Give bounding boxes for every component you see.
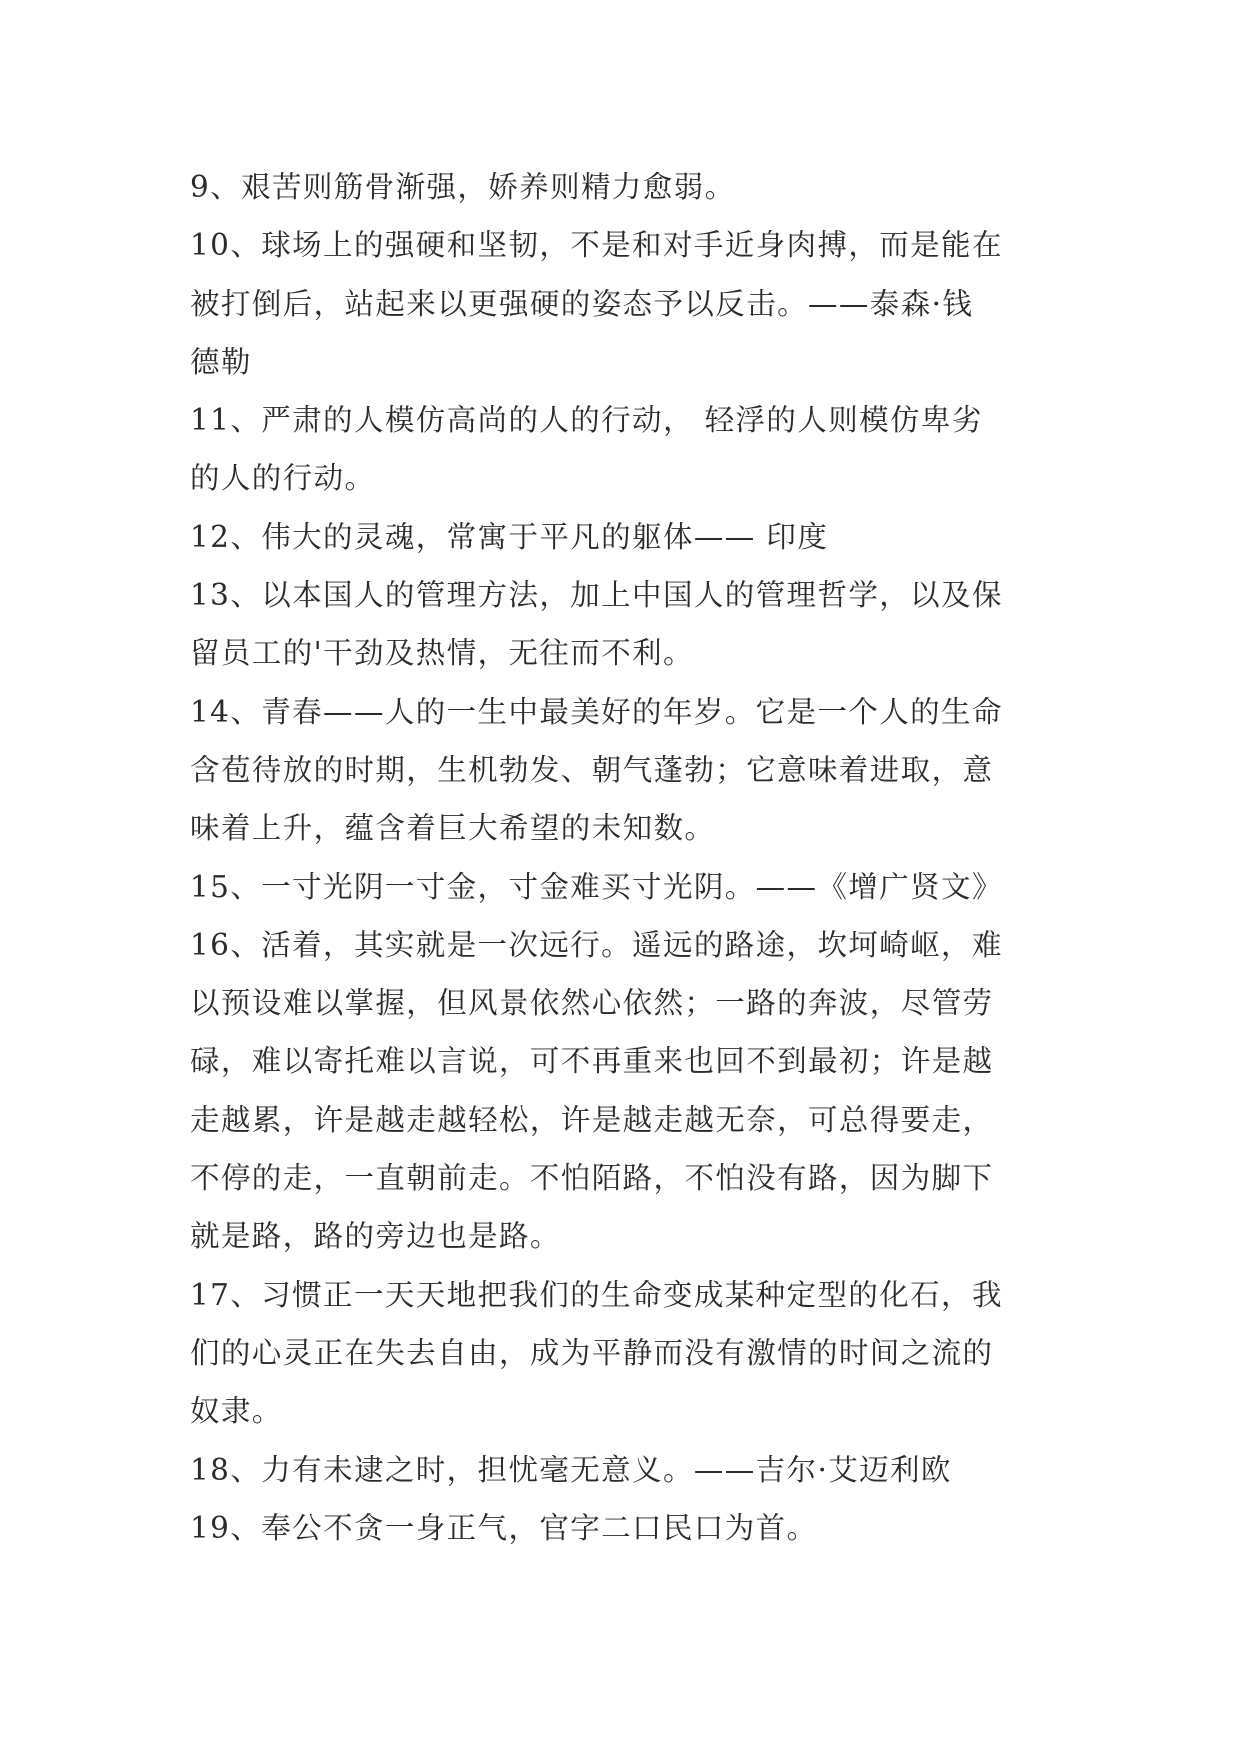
- text-line: 19、奉公不贪一身正气，官字二口民口为首。: [190, 1510, 818, 1545]
- quote-item: [190, 858, 1070, 916]
- text-line: 留员工的'干劲及热情，无往而不利。: [190, 636, 694, 671]
- text-line: 们的心灵正在失去自由，成为平静而没有激情的时间之流的: [190, 1335, 994, 1370]
- text-line: 走越累，许是越走越轻松，许是越走越无奈，可总得要走，: [190, 1102, 994, 1137]
- quote-item: [190, 1441, 1070, 1499]
- text-line: 就是路，路的旁边也是路。: [190, 1219, 561, 1254]
- quote-item: [190, 216, 1070, 391]
- text-line: 14、青春——人的一生中最美好的年岁。它是一个人的生命: [190, 694, 1003, 729]
- text-line: 9、艰苦则筋骨渐强，娇养则精力愈弱。: [190, 170, 736, 204]
- text-line: 碌，难以寄托难以言说，可不再重来也回不到最初；许是越: [190, 1044, 994, 1079]
- text-line: 16、活着，其实就是一次远行。遥远的路途，坎坷崎岖，难: [190, 927, 1003, 962]
- quote-item: [190, 1499, 1070, 1557]
- quote-item: [190, 508, 1070, 566]
- text-line: 18、力有未逮之时，担忧毫无意义。——吉尔·艾迈利欧: [190, 1452, 952, 1487]
- quote-item: [190, 1266, 1070, 1441]
- text-line: 奴隶。: [190, 1394, 283, 1429]
- text-line: 的人的行动。: [190, 461, 376, 496]
- document-body: [190, 158, 1070, 1557]
- text-line: 德勒: [190, 344, 252, 379]
- text-line: 13、以本国人的管理方法，加上中国人的管理哲学，以及保: [190, 578, 1003, 613]
- text-line: 17、习惯正一天天地把我们的生命变成某种定型的化石，我: [190, 1277, 1003, 1312]
- text-line: 不停的走，一直朝前走。不怕陌路，不怕没有路，因为脚下: [190, 1161, 994, 1196]
- quote-item: [190, 566, 1070, 683]
- quote-item: [190, 683, 1070, 858]
- quote-item: [190, 158, 1070, 216]
- text-line: 15、一寸光阴一寸金，寸金难买寸光阴。——《增广贤文》: [190, 869, 1003, 904]
- quote-item: [190, 916, 1070, 1266]
- text-line: 10、球场上的强硬和坚韧，不是和对手近身肉搏，而是能在: [190, 228, 1003, 263]
- text-line: 味着上升，蕴含着巨大希望的未知数。: [190, 811, 716, 846]
- text-line: 被打倒后，站起来以更强硬的姿态予以反击。——泰森·钱: [190, 286, 974, 321]
- text-line: 以预设难以掌握，但风景依然心依然；一路的奔波，尽管劳: [190, 986, 994, 1021]
- text-line: 12、伟大的灵魂，常寓于平凡的躯体—— 印度: [190, 519, 829, 554]
- quote-item: [190, 391, 1070, 508]
- text-line: 含苞待放的时期，生机勃发、朝气蓬勃；它意味着进取，意: [190, 752, 994, 787]
- text-line: 11、严肃的人模仿高尚的人的行动， 轻浮的人则模仿卑劣: [190, 403, 983, 438]
